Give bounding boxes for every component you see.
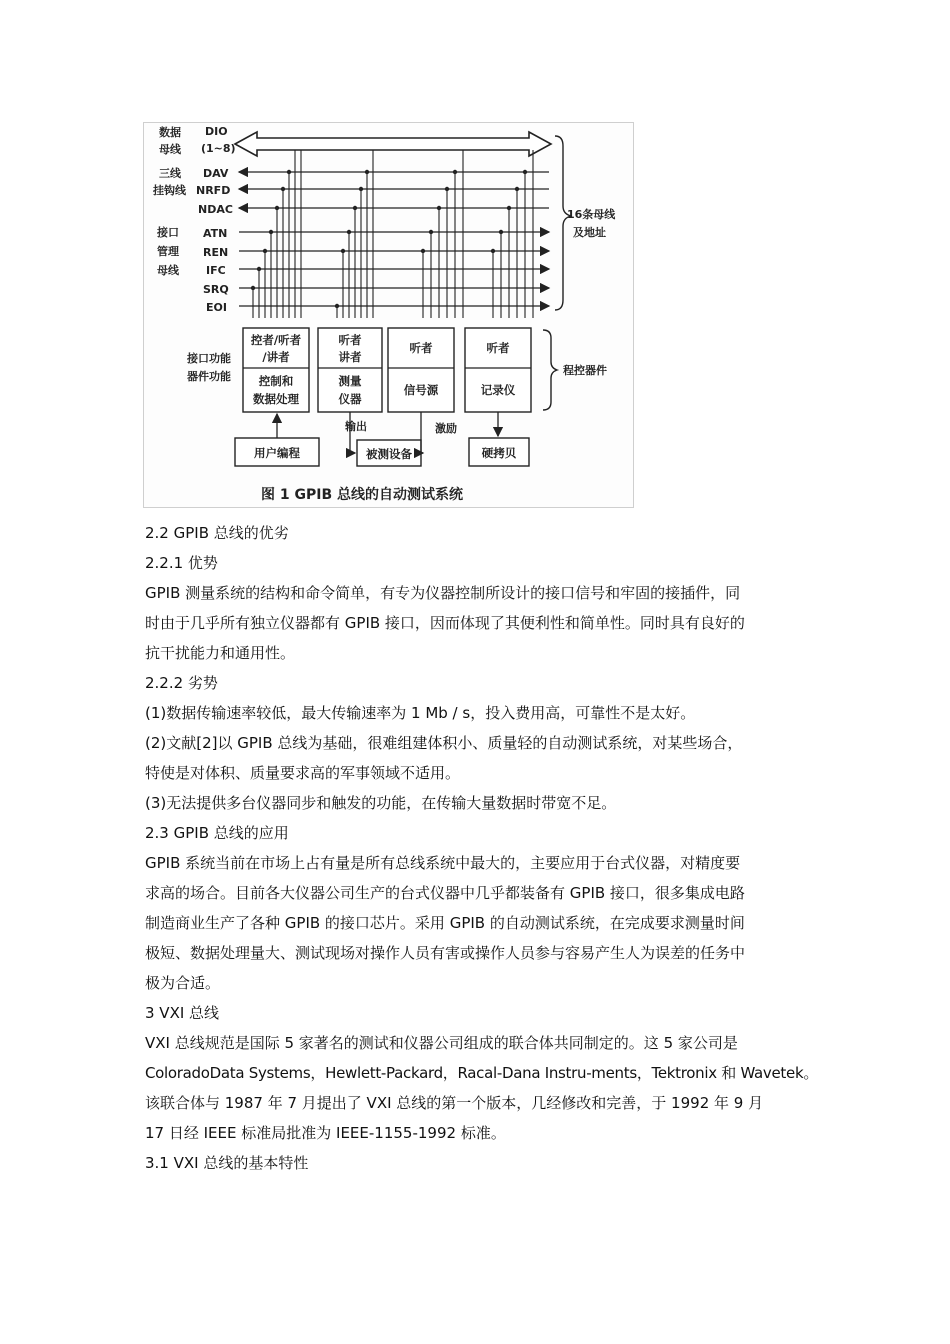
heading-3: 3 VXI 总线 [145, 1004, 220, 1022]
label-mgmt-3: 母线 [157, 264, 179, 277]
heading-2-2: 2.2 GPIB 总线的优劣 [145, 524, 289, 542]
label-data-bus-2: 母线 [159, 143, 181, 156]
paragraph-line: (2)文献[2]以 GPIB 总线为基础，很难组建体积小、质量轻的自动测试系统，对某些场合， [145, 734, 743, 752]
paragraph-line: ColoradoData Systems，Hewlett-Packard，Racal-Dana Instru-ments，Tektronix 和 Wavetek。 [145, 1064, 819, 1082]
figure-caption: 图 1 GPIB 总线的自动测试系统 [261, 487, 463, 503]
paragraph-line: (1)数据传输速率较低，最大传输速率为 1 Mb / s，投入费用高，可靠性不是太好。 [145, 704, 696, 722]
label-handshake-1: 三线 [159, 167, 181, 180]
device-2-top-2: 讲者 [338, 350, 362, 364]
paragraph-line: 极为合适。 [145, 974, 221, 992]
paragraph-line: 17 日经 IEEE 标准局批准为 IEEE-1155-1992 标准。 [145, 1124, 506, 1142]
label-handshake-2: 挂钩线 [153, 184, 186, 197]
device-2-bottom-2: 仪器 [338, 392, 362, 406]
paragraph-line: 制造商业生产了各种 GPIB 的接口芯片。采用 GPIB 的自动测试系统，在完成要求测量时间 [145, 914, 745, 932]
device-2-top-1: 听者 [338, 333, 362, 347]
user-programming-text: 用户编程 [254, 446, 300, 460]
heading-3-1: 3.1 VXI 总线的基本特性 [145, 1154, 309, 1172]
paragraph-line: VXI 总线规范是国际 5 家著名的测试和仪器公司组成的联合体共同制定的。这 5 家公司是 [145, 1034, 738, 1052]
signal-dio-range: (1~8) [201, 142, 236, 155]
heading-2-3: 2.3 GPIB 总线的应用 [145, 824, 289, 842]
label-mgmt-1: 接口 [157, 226, 179, 239]
paragraph-line: GPIB 测量系统的结构和命令简单，有专为仪器控制所设计的接口信号和牢固的接插件，同 [145, 584, 741, 602]
signal-eoi: EOI [206, 301, 227, 314]
paragraph-line: GPIB 系统当前在市场上占有量是所有总线系统中最大的，主要应用于台式仪器，对精度要 [145, 854, 741, 872]
gpib-system-figure [143, 122, 634, 508]
heading-2-2-1: 2.2.1 优势 [145, 554, 218, 572]
device-3-top-1: 听者 [409, 341, 433, 355]
device-1-top-1: 控者/听者 [250, 333, 302, 347]
paragraph-line: 该联合体与 1987 年 7 月提出了 VXI 总线的第一个版本，几经修改和完善，于 1992 年 9 月 [145, 1094, 764, 1112]
signal-ndac: NDAC [198, 203, 233, 216]
paragraph-line: (3)无法提供多台仪器同步和触发的功能，在传输大量数据时带宽不足。 [145, 794, 617, 812]
signal-dio: DIO [205, 125, 228, 138]
device-1-bottom-2: 数据处理 [253, 392, 299, 406]
heading-2-2-2: 2.2.2 劣势 [145, 674, 218, 692]
signal-atn: ATN [203, 227, 228, 240]
device-3-bottom-1: 信号源 [403, 383, 439, 397]
signal-ifc: IFC [206, 264, 226, 277]
paragraph-line: 特使是对体积、质量要求高的军事领域不适用。 [145, 764, 461, 782]
label-mgmt-2: 管理 [157, 245, 179, 258]
paragraph-line: 求高的场合。目前各大仪器公司生产的台式仪器中几乎都装备有 GPIB 接口，很多集成电路 [145, 884, 745, 902]
label-stimulus: 激励 [435, 422, 457, 435]
paragraph-line: 时由于几乎所有独立仪器都有 GPIB 接口，因而体现了其便利性和简单性。同时具有良好的 [145, 614, 745, 632]
device-4-top-1: 听者 [486, 341, 510, 355]
paragraph-line: 极短、数据处理量大、测试现场对操作人员有害或操作人员参与容易产生人为误差的任务中 [145, 944, 746, 962]
label-data-bus-1: 数据 [159, 126, 181, 139]
hardcopy-text: 硬拷贝 [481, 446, 517, 460]
signal-nrfd: NRFD [196, 184, 231, 197]
label-output: 输出 [345, 420, 367, 433]
paragraph-line: 抗干扰能力和通用性。 [145, 644, 296, 662]
label-iface-func-1: 接口功能 [187, 352, 231, 365]
device-1-bottom-1: 控制和 [258, 374, 294, 388]
device-1-top-2: /讲者 [262, 350, 290, 364]
signal-ren: REN [203, 246, 229, 259]
device-4-bottom-1: 记录仪 [480, 383, 516, 397]
label-address: 及地址 [573, 226, 606, 239]
device-2-bottom-1: 测量 [338, 374, 362, 388]
signal-dav: DAV [203, 167, 229, 180]
dut-text: 被测设备 [366, 447, 412, 461]
label-programmable: 程控器件 [563, 364, 607, 377]
label-iface-func-2: 器件功能 [187, 370, 231, 383]
signal-srq: SRQ [203, 283, 229, 296]
label-16-lines: 16条母线 [567, 208, 616, 221]
